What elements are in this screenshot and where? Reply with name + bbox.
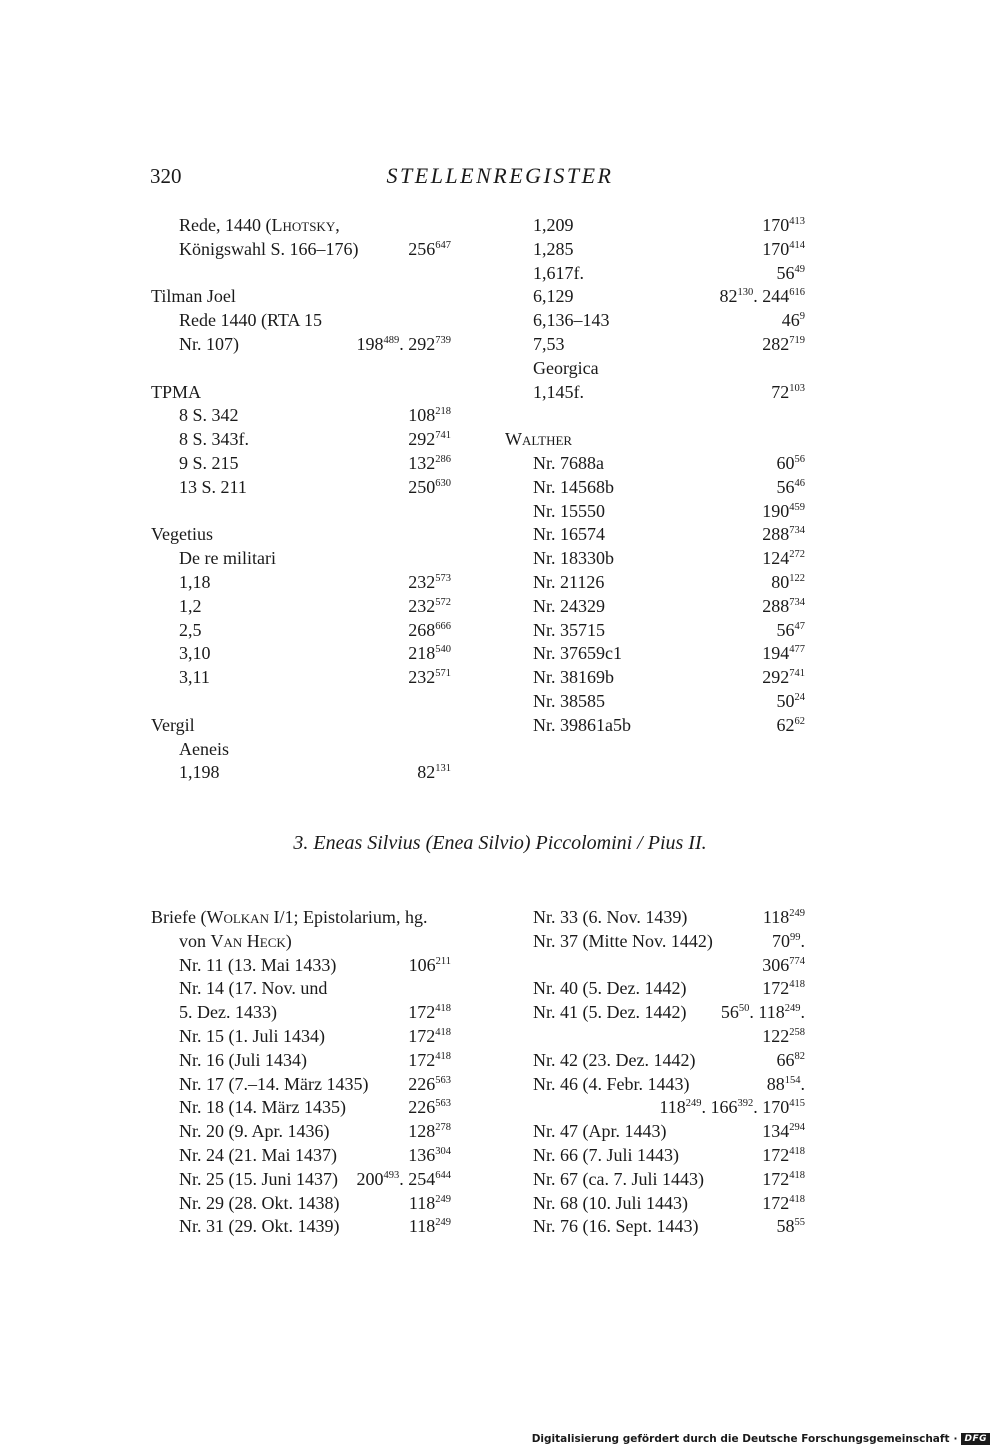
blank-line: [151, 690, 451, 714]
index-entry: [505, 906, 805, 930]
page-reference: $170^{414}$: [762, 238, 805, 259]
index-entry: [151, 1025, 451, 1049]
index-entry: [505, 666, 805, 690]
page-reference: $136^{304}$: [408, 1144, 451, 1165]
entry-label: Rede 1440 (RTA 15: [179, 310, 322, 331]
index-entry: [151, 642, 451, 666]
page-reference: $172^{418}$: [762, 1144, 805, 1165]
entry-label: 7,53: [533, 333, 565, 354]
index-entry: [151, 571, 451, 595]
index-entry: [505, 1120, 805, 1144]
entry-label: 13 S. 211: [179, 476, 247, 497]
index-entry: [505, 595, 805, 619]
page-reference: $256^{647}$: [408, 238, 451, 259]
entry-label: 3,10: [179, 643, 211, 664]
entry-label: Nr. 42 (23. Dez. 1442): [533, 1049, 696, 1070]
page-reference: $118^{249}$. $166^{392}$. $170^{415}$: [659, 1097, 805, 1118]
index-entry: [505, 547, 805, 571]
page-reference: $46^9$: [781, 310, 805, 331]
index-entry: [151, 333, 451, 357]
index-entry: [505, 238, 805, 262]
page-reference: $118^{249}$: [408, 1216, 451, 1237]
index-entry: [505, 1144, 805, 1168]
blank-line: [151, 500, 451, 524]
page-reference: $60^{56}$: [776, 452, 805, 473]
page-reference: $194^{477}$: [762, 643, 805, 664]
page-reference: $118^{249}$: [762, 907, 805, 927]
page-reference: $122^{258}$: [762, 1025, 805, 1046]
index-entry: [505, 714, 805, 738]
entry-label: Nr. 37659c1: [533, 643, 622, 664]
index-column-top-left: [151, 214, 451, 785]
entry-label: Nr. 31 (29. Okt. 1439): [179, 1216, 340, 1237]
page-reference: $50^{24}$: [776, 690, 805, 711]
page-reference: $66^{82}$: [776, 1049, 805, 1070]
page-reference: $134^{294}$: [762, 1121, 805, 1142]
dfg-logo: DFG: [961, 1433, 990, 1445]
index-entry: [505, 690, 805, 714]
entry-label: 6,129: [533, 286, 574, 307]
index-entry: [505, 214, 805, 238]
index-entry: [505, 642, 805, 666]
entry-label: Nr. 24 (21. Mai 1437): [179, 1144, 337, 1165]
index-column-bottom-right: [505, 906, 805, 1239]
index-entry: [151, 954, 451, 978]
index-entry: [151, 214, 451, 238]
entry-label: Nr. 67 (ca. 7. Juli 1443): [533, 1168, 704, 1189]
index-entry: [505, 977, 805, 1001]
running-title: STELLENREGISTER: [386, 163, 614, 188]
page-reference: $172^{418}$: [762, 978, 805, 999]
page-reference: $56^{49}$: [776, 262, 805, 283]
page-reference: $82^{131}$: [417, 762, 451, 783]
index-entry: [151, 428, 451, 452]
blank-line: [151, 262, 451, 286]
page-reference: $170^{413}$: [762, 215, 805, 235]
page-reference: $218^{540}$: [408, 643, 451, 664]
entry-label: Nr. 21126: [533, 571, 605, 592]
index-entry: [151, 1192, 451, 1216]
footer-separator: ·: [953, 1433, 958, 1445]
index-entry: [505, 1049, 805, 1073]
index-entry: [505, 381, 805, 405]
entry-label: Nr. 66 (7. Juli 1443): [533, 1144, 679, 1165]
entry-label: Georgica: [533, 357, 599, 378]
entry-label: Nr. 107): [179, 333, 239, 354]
entry-label: Nr. 37 (Mitte Nov. 1442): [533, 930, 713, 951]
page-reference: $292^{741}$: [408, 429, 451, 450]
page-reference: $282^{719}$: [762, 333, 805, 354]
entry-label: Briefe (Wolkan I/1; Epistolarium, hg.: [151, 907, 428, 927]
index-column-top-right: [505, 214, 805, 738]
index-entry: [151, 547, 451, 571]
page-reference: $106^{211}$: [408, 954, 451, 975]
page-reference: $288^{734}$: [762, 595, 805, 616]
index-entry: [505, 1215, 805, 1239]
entry-label: TPMA: [151, 381, 202, 402]
index-entry: [151, 738, 451, 762]
page-reference: $172^{418}$: [762, 1192, 805, 1213]
page-reference: $62^{62}$: [776, 714, 805, 735]
index-entry: [151, 1096, 451, 1120]
page-reference: $232^{573}$: [408, 571, 451, 592]
page-reference: $82^{130}$. $244^{616}$: [719, 286, 805, 307]
entry-label: Nr. 39861a5b: [533, 714, 631, 735]
entry-label: 9 S. 215: [179, 452, 239, 473]
index-entry: [505, 476, 805, 500]
page-reference: $124^{272}$: [762, 548, 805, 569]
index-entry: [151, 476, 451, 500]
entry-label: Tilman Joel: [151, 286, 236, 307]
entry-label: Nr. 11 (13. Mai 1433): [179, 954, 337, 975]
entry-label: Königswahl S. 166–176): [179, 238, 359, 259]
section-title: 3. Eneas Silvius (Enea Silvio) Piccolomini / Pius II.: [293, 832, 707, 854]
entry-label: Nr. 38169b: [533, 667, 614, 688]
index-entry: [151, 906, 451, 930]
index-entry: [151, 666, 451, 690]
index-entry: [505, 452, 805, 476]
entry-label: Nr. 7688a: [533, 452, 604, 473]
entry-label: 1,209: [533, 215, 574, 235]
entry-label: Nr. 25 (15. Juni 1437): [179, 1168, 338, 1189]
entry-label: Nr. 33 (6. Nov. 1439): [533, 907, 688, 927]
index-entry: [151, 285, 451, 309]
page-reference: $190^{459}$: [762, 500, 805, 521]
index-entry: [505, 571, 805, 595]
index-column-bottom-left: [151, 906, 451, 1239]
entry-label: Nr. 29 (28. Okt. 1438): [179, 1192, 340, 1213]
entry-label: Walther: [505, 429, 573, 450]
page-reference: $268^{666}$: [408, 619, 451, 640]
index-entry: [505, 619, 805, 643]
page-reference: $108^{218}$: [408, 405, 451, 426]
page-reference: $58^{55}$: [776, 1216, 805, 1237]
entry-label: Nr. 38585: [533, 690, 605, 711]
index-entry: [505, 309, 805, 333]
index-entry: [151, 714, 451, 738]
entry-label: 1,2: [179, 595, 202, 616]
page-reference: $132^{286}$: [408, 452, 451, 473]
entry-label: 5. Dez. 1433): [179, 1002, 277, 1023]
page-reference: $292^{741}$: [762, 667, 805, 688]
entry-label: Nr. 17 (7.–14. März 1435): [179, 1073, 369, 1094]
entry-label: Nr. 76 (16. Sept. 1443): [533, 1216, 699, 1237]
index-entry: [151, 404, 451, 428]
index-entry: [151, 977, 451, 1001]
page-reference: $72^{103}$: [771, 381, 805, 402]
entry-label: Nr. 40 (5. Dez. 1442): [533, 978, 687, 999]
entry-label: 6,136–143: [533, 310, 610, 331]
index-entry: [505, 954, 805, 978]
index-entry: [151, 1049, 451, 1073]
page-reference: $88^{154}$.: [766, 1073, 805, 1094]
index-entry: [151, 595, 451, 619]
footer-credit: [532, 1433, 990, 1445]
entry-label: Nr. 14568b: [533, 476, 614, 497]
entry-label: Nr. 68 (10. Juli 1443): [533, 1192, 688, 1213]
index-entry: [151, 619, 451, 643]
page-reference: $226^{563}$: [408, 1097, 451, 1118]
entry-label: 8 S. 342: [179, 405, 239, 426]
entry-label: Nr. 14 (17. Nov. und: [179, 978, 328, 999]
entry-label: Nr. 20 (9. Apr. 1436): [179, 1121, 330, 1142]
index-entry: [151, 238, 451, 262]
page-reference: $80^{122}$: [771, 571, 805, 592]
index-entry: [151, 1120, 451, 1144]
blank-line: [505, 404, 805, 428]
index-entry: [505, 285, 805, 309]
index-entry: [505, 428, 805, 452]
entry-label: Nr. 18330b: [533, 548, 614, 569]
page-reference: $198^{489}$. $292^{739}$: [356, 333, 451, 354]
entry-label: von Van Heck): [179, 930, 292, 951]
page-reference: $250^{630}$: [408, 476, 451, 497]
entry-label: Nr. 47 (Apr. 1443): [533, 1121, 667, 1142]
index-entry: [151, 930, 451, 954]
entry-label: Nr. 16 (Juli 1434): [179, 1049, 307, 1070]
page-number: 320: [150, 164, 182, 188]
page-reference: $56^{50}$. $118^{249}$.: [720, 1002, 805, 1023]
entry-label: Nr. 15550: [533, 500, 605, 521]
page-reference: $56^{46}$: [776, 476, 805, 497]
page-reference: $70^{99}$.: [772, 930, 805, 951]
index-entry: [151, 381, 451, 405]
page-reference: $128^{278}$: [408, 1121, 451, 1142]
page-reference: $56^{47}$: [776, 619, 805, 640]
entry-label: Aeneis: [179, 738, 229, 759]
index-entry: [505, 1073, 805, 1097]
page-reference: $288^{734}$: [762, 524, 805, 545]
blank-line: [151, 357, 451, 381]
page-reference: $232^{571}$: [408, 667, 451, 688]
index-entry: [151, 1215, 451, 1239]
index-entry: [505, 1168, 805, 1192]
page-reference: $172^{418}$: [408, 1002, 451, 1023]
page-reference: $232^{572}$: [408, 595, 451, 616]
index-entry: [505, 1025, 805, 1049]
entry-label: 1,198: [179, 762, 220, 783]
index-entry: [151, 523, 451, 547]
entry-label: 1,617f.: [533, 262, 584, 283]
index-entry: [151, 1073, 451, 1097]
index-entry: [151, 309, 451, 333]
index-entry: [505, 930, 805, 954]
entry-label: 1,285: [533, 238, 574, 259]
index-entry: [505, 523, 805, 547]
index-entry: [505, 333, 805, 357]
entry-label: Nr. 24329: [533, 595, 605, 616]
index-entry: [505, 1001, 805, 1025]
entry-label: De re militari: [179, 548, 276, 569]
entry-label: Nr. 46 (4. Febr. 1443): [533, 1073, 690, 1094]
entry-label: Vegetius: [151, 524, 213, 545]
entry-label: 2,5: [179, 619, 202, 640]
entry-label: 3,11: [179, 667, 210, 688]
index-entry: [505, 262, 805, 286]
footer-text: Digitalisierung gefördert durch die Deutsche Forschungsgemeinschaft: [531, 1433, 950, 1445]
page-reference: $172^{418}$: [762, 1168, 805, 1189]
entry-label: Rede, 1440 (Lhotsky,: [179, 215, 340, 235]
page-reference: $172^{418}$: [408, 1025, 451, 1046]
entry-label: Nr. 18 (14. März 1435): [179, 1097, 346, 1118]
page-reference: $226^{563}$: [408, 1073, 451, 1094]
entry-label: Nr. 41 (5. Dez. 1442): [533, 1002, 687, 1023]
index-entry: [505, 1096, 805, 1120]
page-reference: $172^{418}$: [408, 1049, 451, 1070]
index-entry: [151, 452, 451, 476]
entry-label: 1,18: [179, 571, 211, 592]
index-entry: [505, 500, 805, 524]
entry-label: Nr. 35715: [533, 619, 605, 640]
index-entry: [505, 357, 805, 381]
entry-label: Nr. 16574: [533, 524, 605, 545]
page-reference: $306^{774}$: [762, 954, 805, 975]
entry-label: Vergil: [151, 714, 195, 735]
entry-label: Nr. 15 (1. Juli 1434): [179, 1025, 325, 1046]
page-reference: $118^{249}$: [408, 1192, 451, 1213]
index-entry: [151, 1168, 451, 1192]
page-reference: $200^{493}$. $254^{644}$: [356, 1168, 451, 1189]
entry-label: 1,145f.: [533, 381, 584, 402]
entry-label: 8 S. 343f.: [179, 429, 250, 450]
index-entry: [151, 1144, 451, 1168]
index-entry: [151, 761, 451, 785]
index-entry: [151, 1001, 451, 1025]
index-entry: [505, 1192, 805, 1216]
